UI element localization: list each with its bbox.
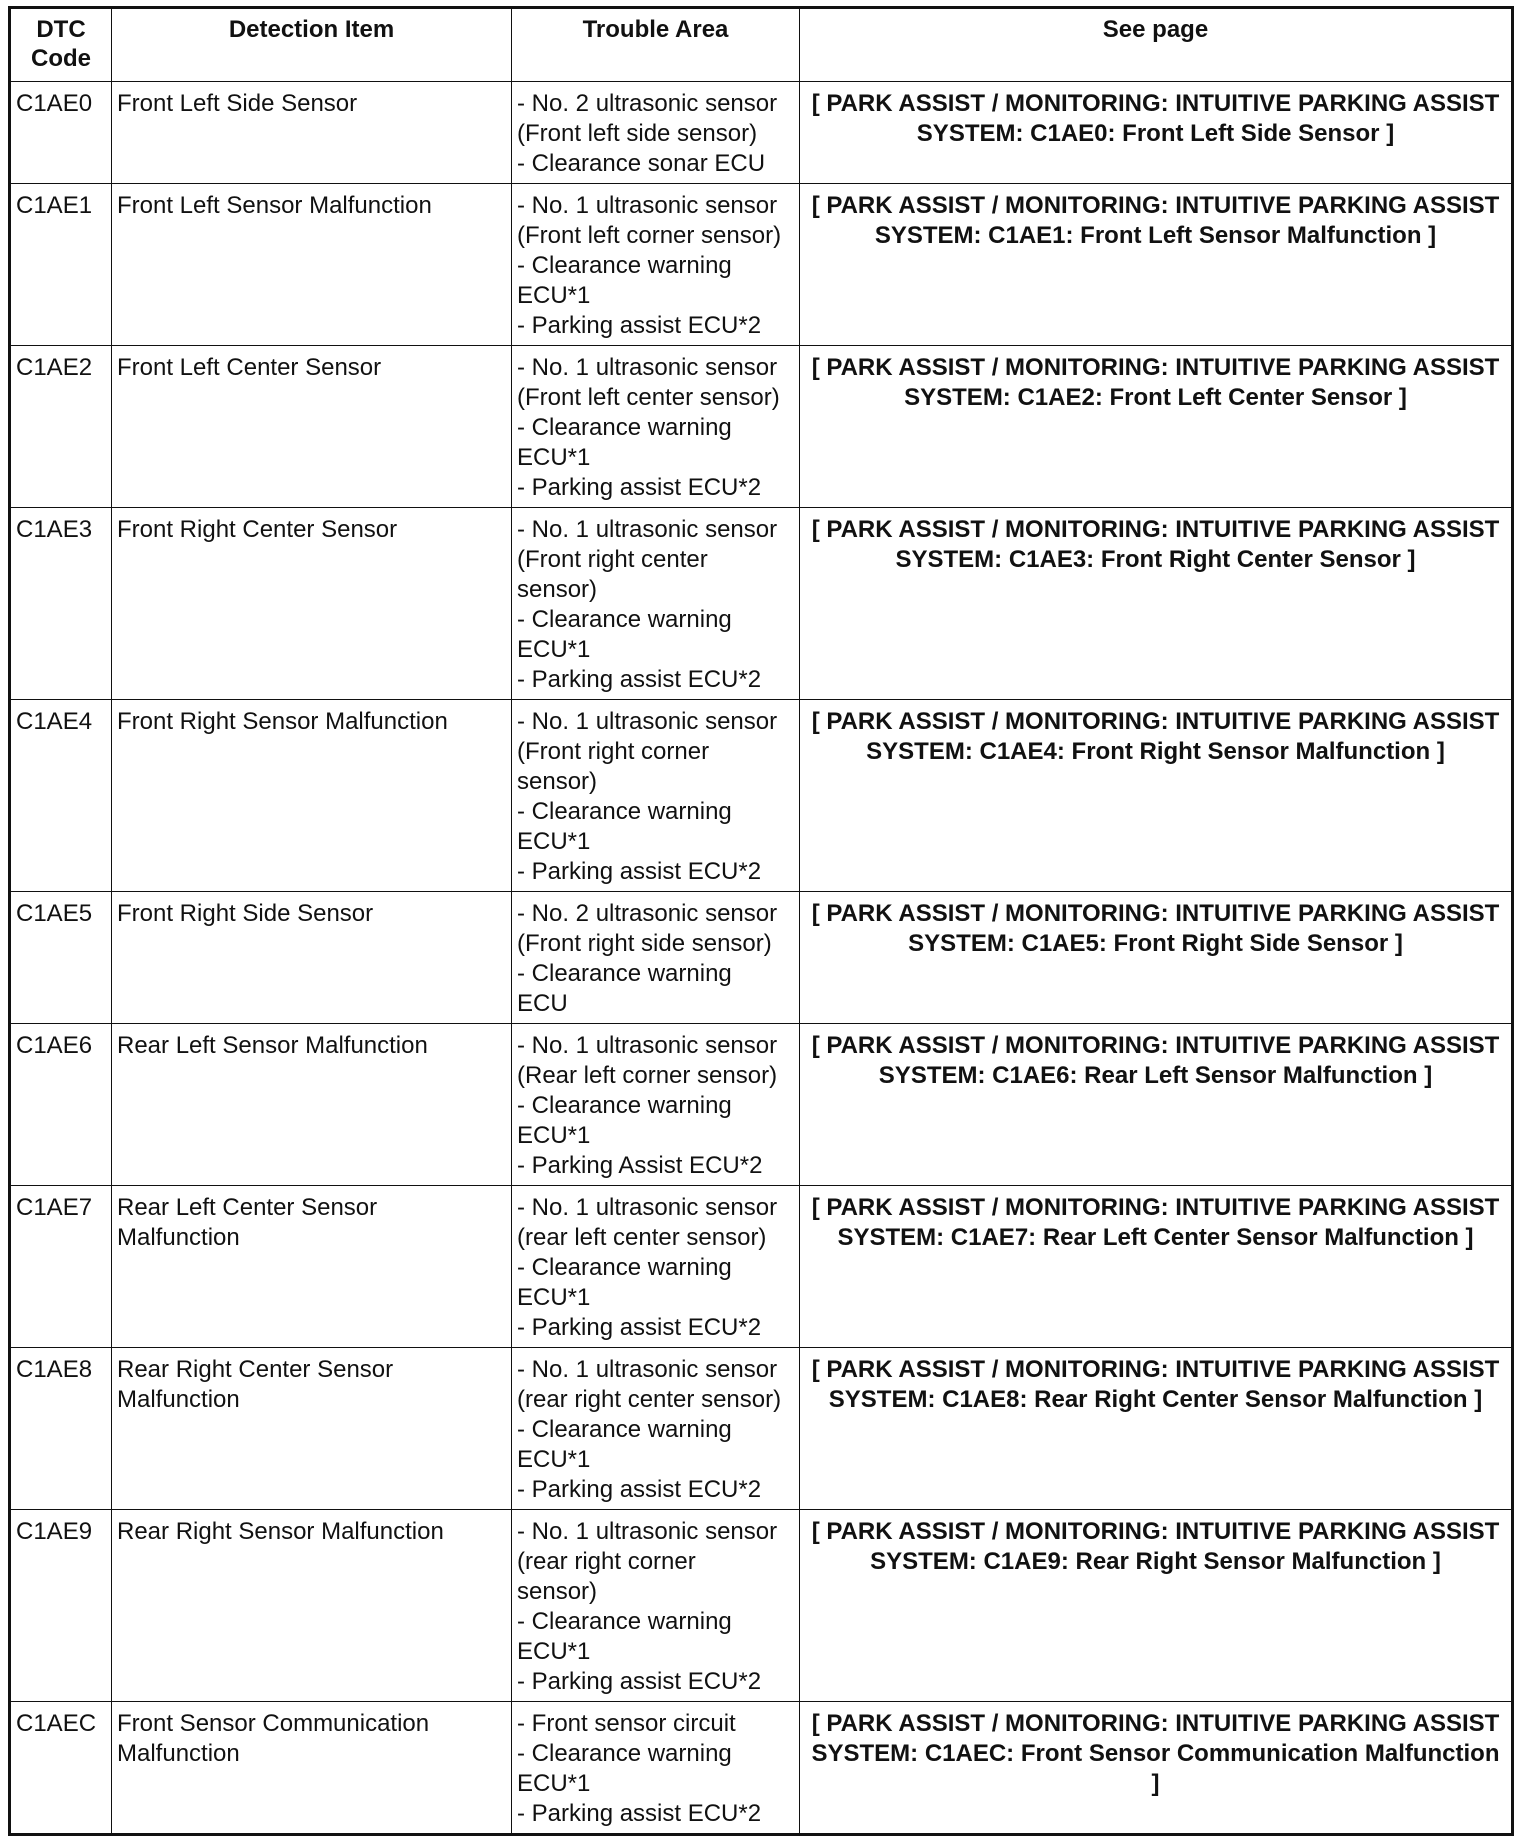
header-dtc-code-label: DTC Code: [31, 16, 91, 72]
trouble-area-line: ECU*1: [517, 1284, 591, 1311]
see-page-cell: [800, 1024, 1513, 1186]
dtc-code-cell: [10, 1510, 112, 1702]
dtc-table: [8, 6, 1514, 1836]
see-page-link[interactable]: [ PARK ASSIST / MONITORING: INTUITIVE PARKING ASSIST SYSTEM: C1AE0: Front Left Side Sensor ]: [811, 90, 1500, 147]
detection-item-cell: [112, 346, 512, 508]
dtc-code-cell: [10, 184, 112, 346]
table-row: [10, 184, 1513, 346]
trouble-area-line: - No. 1 ultrasonic sensor: [517, 192, 778, 219]
see-page-cell: [800, 1510, 1513, 1702]
trouble-area-cell: [512, 184, 800, 346]
see-page-cell: [800, 700, 1513, 892]
see-page-link[interactable]: [ PARK ASSIST / MONITORING: INTUITIVE PARKING ASSIST SYSTEM: C1AE8: Rear Right Center Sensor Malfunction ]: [811, 1356, 1500, 1413]
see-page-link[interactable]: [ PARK ASSIST / MONITORING: INTUITIVE PARKING ASSIST SYSTEM: C1AE9: Rear Right Sensor Malfunction ]: [811, 1518, 1500, 1575]
detection-item-cell: [112, 1510, 512, 1702]
trouble-area-line: ECU*1: [517, 282, 591, 309]
table-row: [10, 1510, 1513, 1702]
trouble-area-line: - Clearance warning: [517, 1608, 732, 1635]
trouble-area-cell: [512, 346, 800, 508]
trouble-area-line: (rear right corner: [517, 1548, 696, 1575]
trouble-area-line: sensor): [517, 576, 598, 603]
header-detection-item-label: Detection Item: [228, 16, 395, 43]
dtc-code: C1AEC: [16, 1710, 97, 1737]
trouble-area-line: - Clearance warning: [517, 798, 732, 825]
trouble-area-line: (Front right center: [517, 546, 708, 573]
see-page-cell: [800, 184, 1513, 346]
trouble-area-line: - Parking assist ECU*2: [517, 666, 762, 693]
trouble-area-cell: [512, 1702, 800, 1835]
trouble-area-line: ECU*1: [517, 1122, 591, 1149]
see-page-cell: [800, 1186, 1513, 1348]
trouble-area-line: ECU*1: [517, 1638, 591, 1665]
trouble-area-line: - No. 1 ultrasonic sensor: [517, 516, 778, 543]
trouble-area-line: (Front left corner sensor): [517, 222, 782, 249]
dtc-code-cell: [10, 1702, 112, 1835]
header-detection-item: [112, 8, 512, 82]
trouble-area-line: - Clearance sonar ECU: [517, 150, 766, 177]
trouble-area-line: - Parking assist ECU*2: [517, 1476, 762, 1503]
trouble-area-line: ECU*1: [517, 444, 591, 471]
table-body: [10, 82, 1513, 1835]
dtc-code-cell: [10, 1186, 112, 1348]
trouble-area-line: (Front left side sensor): [517, 120, 758, 147]
trouble-area-line: - Clearance warning: [517, 960, 732, 987]
see-page-link[interactable]: [ PARK ASSIST / MONITORING: INTUITIVE PARKING ASSIST SYSTEM: C1AE1: Front Left Sensor Malfunction ]: [811, 192, 1500, 249]
detection-item-cell: [112, 82, 512, 184]
dtc-code-cell: [10, 346, 112, 508]
trouble-area-line: - Clearance warning: [517, 1740, 732, 1767]
header-trouble-area: [512, 8, 800, 82]
trouble-area-line: - No. 1 ultrasonic sensor: [517, 1032, 778, 1059]
trouble-area-line: - Parking assist ECU*2: [517, 474, 762, 501]
header-dtc-code: [10, 8, 112, 82]
dtc-code: C1AE0: [16, 90, 93, 117]
detection-item-cell: [112, 892, 512, 1024]
table-row: [10, 700, 1513, 892]
detection-item-cell: [112, 1186, 512, 1348]
detection-item: Front Right Sensor Malfunction: [117, 708, 448, 735]
trouble-area-line: ECU*1: [517, 1770, 591, 1797]
table-row: [10, 508, 1513, 700]
detection-item: Front Sensor Communication Malfunction: [117, 1710, 430, 1767]
trouble-area-line: sensor): [517, 1578, 598, 1605]
see-page-link[interactable]: [ PARK ASSIST / MONITORING: INTUITIVE PARKING ASSIST SYSTEM: C1AE4: Front Right Sensor Malfunction ]: [811, 708, 1500, 765]
detection-item-cell: [112, 508, 512, 700]
dtc-code: C1AE2: [16, 354, 93, 381]
trouble-area-cell: [512, 1348, 800, 1510]
trouble-area-line: - Clearance warning: [517, 1092, 732, 1119]
trouble-area-line: (Front right corner: [517, 738, 710, 765]
dtc-code: C1AE3: [16, 516, 93, 543]
table-row: [10, 346, 1513, 508]
table-row: [10, 82, 1513, 184]
trouble-area-cell: [512, 892, 800, 1024]
dtc-code-cell: [10, 700, 112, 892]
header-see-page: [800, 8, 1513, 82]
see-page-link[interactable]: [ PARK ASSIST / MONITORING: INTUITIVE PARKING ASSIST SYSTEM: C1AE5: Front Right Side Sensor ]: [811, 900, 1500, 957]
see-page-cell: [800, 346, 1513, 508]
dtc-code: C1AE7: [16, 1194, 93, 1221]
trouble-area-line: - No. 1 ultrasonic sensor: [517, 1194, 778, 1221]
trouble-area-line: sensor): [517, 768, 598, 795]
detection-item: Front Left Center Sensor: [117, 354, 382, 381]
see-page-cell: [800, 82, 1513, 184]
trouble-area-line: (rear left center sensor): [517, 1224, 767, 1251]
trouble-area-line: - Clearance warning: [517, 252, 732, 279]
table-row: [10, 1702, 1513, 1835]
detection-item: Front Left Sensor Malfunction: [117, 192, 432, 219]
dtc-code-cell: [10, 508, 112, 700]
detection-item: Front Right Center Sensor: [117, 516, 398, 543]
trouble-area-line: - Clearance warning: [517, 1416, 732, 1443]
trouble-area-line: - Parking assist ECU*2: [517, 1314, 762, 1341]
see-page-link[interactable]: [ PARK ASSIST / MONITORING: INTUITIVE PARKING ASSIST SYSTEM: C1AE6: Rear Left Sensor Malfunction ]: [811, 1032, 1500, 1089]
trouble-area-line: - Parking assist ECU*2: [517, 1800, 762, 1827]
table-row: [10, 892, 1513, 1024]
trouble-area-line: - No. 1 ultrasonic sensor: [517, 1518, 778, 1545]
trouble-area-cell: [512, 700, 800, 892]
see-page-link[interactable]: [ PARK ASSIST / MONITORING: INTUITIVE PARKING ASSIST SYSTEM: C1AE3: Front Right Center Sensor ]: [811, 516, 1500, 573]
trouble-area-line: - Parking assist ECU*2: [517, 312, 762, 339]
trouble-area-cell: [512, 82, 800, 184]
trouble-area-line: - Clearance warning: [517, 1254, 732, 1281]
see-page-cell: [800, 892, 1513, 1024]
see-page-cell: [800, 1702, 1513, 1835]
trouble-area-line: - Front sensor circuit: [517, 1710, 736, 1737]
table-row: [10, 1348, 1513, 1510]
detection-item-cell: [112, 184, 512, 346]
detection-item: Rear Right Center Sensor Malfunction: [117, 1356, 394, 1413]
header-trouble-area-label: Trouble Area: [582, 16, 729, 43]
header-see-page-label: See page: [1102, 16, 1209, 43]
see-page-cell: [800, 1348, 1513, 1510]
see-page-link[interactable]: [ PARK ASSIST / MONITORING: INTUITIVE PARKING ASSIST SYSTEM: C1AEC: Front Sensor Communication Malfunction ]: [811, 1710, 1500, 1797]
dtc-code: C1AE1: [16, 192, 93, 219]
detection-item-cell: [112, 700, 512, 892]
detection-item: Front Right Side Sensor: [117, 900, 374, 927]
trouble-area-line: ECU: [517, 990, 568, 1017]
trouble-area-line: - No. 2 ultrasonic sensor: [517, 900, 778, 927]
dtc-code: C1AE8: [16, 1356, 93, 1383]
table-row: [10, 1186, 1513, 1348]
dtc-code-cell: [10, 1348, 112, 1510]
trouble-area-line: (Front left center sensor): [517, 384, 780, 411]
see-page-cell: [800, 508, 1513, 700]
trouble-area-line: - No. 1 ultrasonic sensor: [517, 354, 778, 381]
trouble-area-cell: [512, 1510, 800, 1702]
detection-item: Rear Left Sensor Malfunction: [117, 1032, 428, 1059]
trouble-area-line: ECU*1: [517, 1446, 591, 1473]
trouble-area-line: (Rear left corner sensor): [517, 1062, 778, 1089]
detection-item: Front Left Side Sensor: [117, 90, 358, 117]
trouble-area-line: - No. 1 ultrasonic sensor: [517, 708, 778, 735]
trouble-area-line: - No. 1 ultrasonic sensor: [517, 1356, 778, 1383]
trouble-area-line: - No. 2 ultrasonic sensor: [517, 90, 778, 117]
detection-item-cell: [112, 1702, 512, 1835]
see-page-link[interactable]: [ PARK ASSIST / MONITORING: INTUITIVE PARKING ASSIST SYSTEM: C1AE2: Front Left Center Sensor ]: [811, 354, 1500, 411]
trouble-area-line: - Clearance warning: [517, 414, 732, 441]
trouble-area-line: - Parking Assist ECU*2: [517, 1152, 763, 1179]
table-header-row: [10, 8, 1513, 82]
dtc-code: C1AE9: [16, 1518, 93, 1545]
trouble-area-line: - Parking assist ECU*2: [517, 1668, 762, 1695]
dtc-code: C1AE6: [16, 1032, 93, 1059]
dtc-code-cell: [10, 82, 112, 184]
detection-item: Rear Left Center Sensor Malfunction: [117, 1194, 378, 1251]
detection-item-cell: [112, 1348, 512, 1510]
see-page-link[interactable]: [ PARK ASSIST / MONITORING: INTUITIVE PARKING ASSIST SYSTEM: C1AE7: Rear Left Center Sensor Malfunction ]: [811, 1194, 1500, 1251]
dtc-code-cell: [10, 1024, 112, 1186]
detection-item: Rear Right Sensor Malfunction: [117, 1518, 444, 1545]
table-row: [10, 1024, 1513, 1186]
trouble-area-line: ECU*1: [517, 828, 591, 855]
dtc-code: C1AE5: [16, 900, 93, 927]
trouble-area-line: - Parking assist ECU*2: [517, 858, 762, 885]
trouble-area-line: (rear right center sensor): [517, 1386, 782, 1413]
dtc-code: C1AE4: [16, 708, 93, 735]
detection-item-cell: [112, 1024, 512, 1186]
trouble-area-line: - Clearance warning: [517, 606, 732, 633]
trouble-area-cell: [512, 508, 800, 700]
trouble-area-cell: [512, 1186, 800, 1348]
dtc-code-cell: [10, 892, 112, 1024]
trouble-area-line: ECU*1: [517, 636, 591, 663]
trouble-area-line: (Front right side sensor): [517, 930, 772, 957]
trouble-area-cell: [512, 1024, 800, 1186]
